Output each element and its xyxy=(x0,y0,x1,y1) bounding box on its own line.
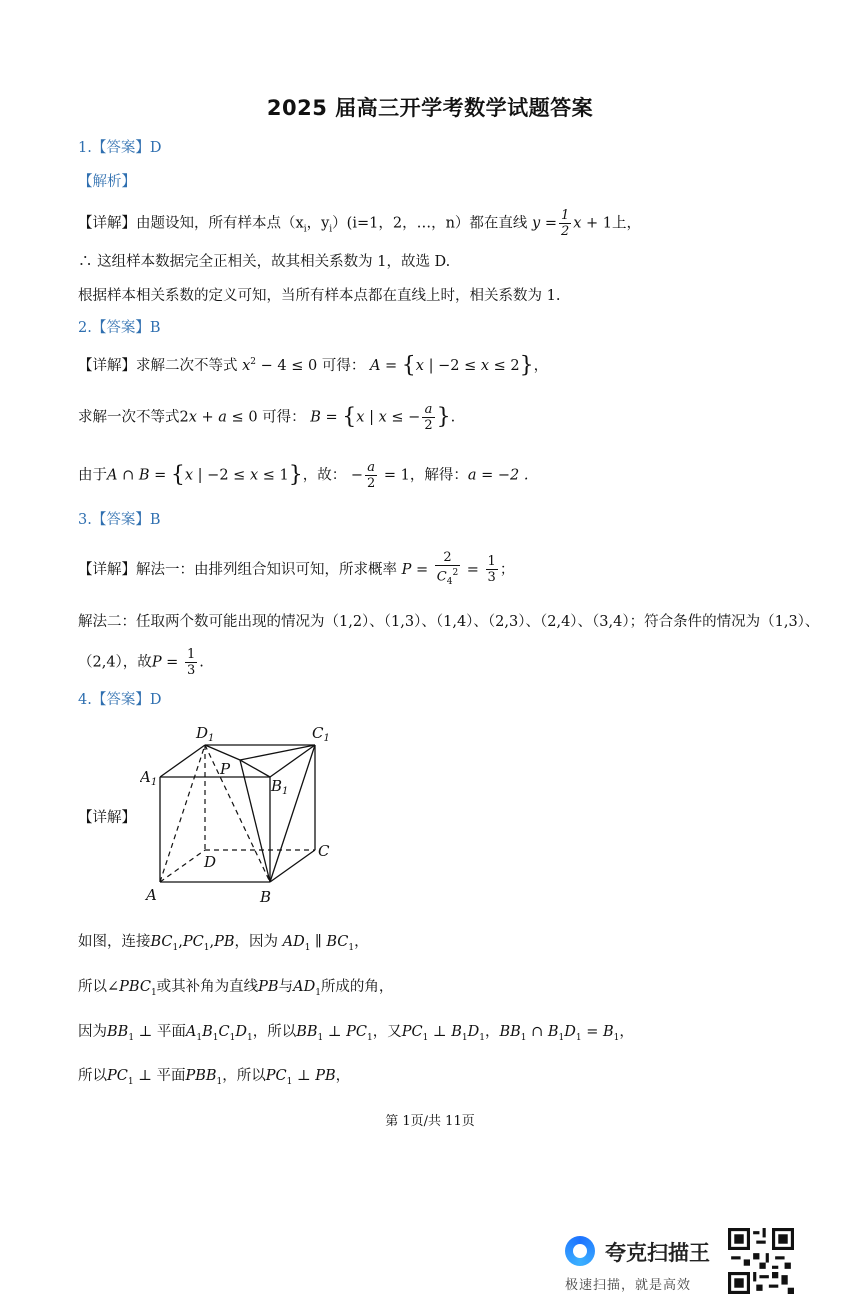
q2-line3: 由于A ∩ B = {x | −2 ≤ x ≤ 1}，故： − $\frac{a}{2}$ = 1，解得：a = −2 . xyxy=(78,460,529,491)
q4-l3b: 平面 xyxy=(156,1024,186,1040)
q2-l3b: ，故： xyxy=(302,467,347,484)
label-A1: $A_1$ xyxy=(140,768,158,788)
q4-l2a: 所以 xyxy=(78,979,107,995)
q4-line2: 所以$\angle PBC_1$或其补角为直线PB与$AD_1$所成的角， xyxy=(78,979,394,998)
q1-line-equation: y = xyxy=(532,215,557,232)
label-B: B xyxy=(260,888,272,906)
q2-l3c: ，解得： xyxy=(409,467,468,484)
q3-line1: 【详解】解法一：由排列组合知识可知，所求概率 P = $\frac{2}{C_4^2}$ = $\frac{1}{3}$ ； xyxy=(78,550,515,587)
q1-answer-label: 1.【答案】D xyxy=(78,140,162,156)
q4-line1: 如图，连接$BC_1,PC_1,PB$，因为 $AD_1$ ∥ $BC_1$， xyxy=(78,934,369,953)
q3-answer: 3.【答案】B xyxy=(78,512,161,528)
q3-l3a: （2,4），故 xyxy=(78,654,152,671)
label-D: D xyxy=(204,853,217,871)
q4-l2b: 或其补角为直线 xyxy=(156,979,259,995)
q4-l3d: ，又 xyxy=(372,1024,402,1040)
q4-l1a: 如图，连接 xyxy=(78,934,151,950)
q4-l4b: 平面 xyxy=(156,1068,186,1084)
q4-l4c: ，所以 xyxy=(222,1068,266,1084)
label-D1: $D_1$ xyxy=(196,724,215,744)
q2-l1b: 可得： xyxy=(321,358,366,374)
page-title: 2025 届高三开学考数学试题答案 xyxy=(266,96,594,120)
q4-line4: 所以$PC_1$ ⊥ 平面$PBB_1$，所以$PC_1$ ⊥ PB， xyxy=(78,1068,351,1087)
q1-text-a: 由题设知，所有样本点（x xyxy=(136,215,304,232)
q1-text-c: ）(i=1，2，…，n）都在直线 xyxy=(332,215,528,232)
q4-l1b: ，因为 xyxy=(234,934,278,950)
q2-l3d: a = −2 . xyxy=(467,467,529,484)
q4-l3a: 因为 xyxy=(78,1024,107,1040)
q1-text-b: ，y xyxy=(306,215,330,232)
brand-name: 夸克扫描王 xyxy=(605,1241,710,1265)
q4-l2c: 与 xyxy=(278,979,294,995)
q4-line3: 因为$BB_1$ ⊥ 平面$A_1B_1C_1D_1$，所以$BB_1$ ⊥ $PC_1$，又$PC_1$ ⊥ $B_1D_1$，$BB_1$ ∩ $B_1D_1 = B_1$， xyxy=(78,1024,634,1043)
q4-answer: 4.【答案】D xyxy=(78,692,162,708)
q3-l1a: 解法一：由排列组合知识可知，所求概率 xyxy=(136,561,397,578)
q4-l3c: ，所以 xyxy=(252,1024,297,1040)
page-number: 第 1页/共 11页 xyxy=(385,1114,475,1129)
q1-answer xyxy=(78,136,161,157)
q2-l1a: 求解二次不等式 xyxy=(136,358,238,374)
q2-detail-tag: 【详解】 xyxy=(78,358,136,374)
q1-line2: ∴ 这组样本数据完全正相关，故其相关系数为 1，故选 D. xyxy=(78,254,451,270)
q3-line3: （2,4），故P = $\frac{1}{3}$ . xyxy=(78,647,204,678)
q4-l2d: 所成的角， xyxy=(320,979,394,995)
label-B1: $B_1$ xyxy=(271,777,289,797)
q4-detail-tag: 【详解】 xyxy=(78,810,136,826)
q2-answer: 2.【答案】B xyxy=(78,320,161,336)
q1-detail-tag: 【详解】 xyxy=(78,215,136,232)
label-P: P xyxy=(220,760,231,778)
q1-analysis-label: 【解析】 xyxy=(78,174,136,190)
q1-text-d: 上， xyxy=(612,215,642,232)
q4-l4a: 所以 xyxy=(78,1068,107,1084)
qr-code-icon xyxy=(728,1228,794,1294)
brand-slogan: 极速扫描，就是高效 xyxy=(565,1278,692,1293)
q3-line2: 解法二：任取两个数可能出现的情况为（1,2）、（1,3）、（1,4）、（2,3）、（2,4）、（3,4）；符合条件的情况为（1,3）、 xyxy=(78,614,820,630)
q3-l3b: . xyxy=(199,654,204,671)
q2-line2: 求解一次不等式2x + a ≤ 0 可得： B = {x | x ≤ − $\frac{a}{2}$ }. xyxy=(78,402,456,433)
q1-detail: 【详解】由题设知，所有样本点（$x_i$，$y_i)(i=1$，2，…，n）都在直线 y = $\frac{1}{2}$ x + 1上， xyxy=(78,208,642,239)
label-C: C xyxy=(318,842,330,860)
q1-line3: 根据样本相关系数的定义可知，当所有样本点都在直线上时，相关系数为 1. xyxy=(78,288,561,304)
quark-logo-icon xyxy=(565,1236,595,1266)
q2-l2b: 可得： xyxy=(262,409,306,426)
q2-l3a: 由于 xyxy=(78,467,107,484)
scanner-brand xyxy=(565,1236,725,1266)
label-C1: $C_1$ xyxy=(312,724,330,744)
q2-l2a: 求解一次不等式 xyxy=(78,409,180,426)
q3-detail-tag: 【详解】 xyxy=(78,561,136,578)
label-A: A xyxy=(146,886,157,904)
q1-fraction: $\frac{1}{2}$ xyxy=(560,208,570,239)
cube-figure xyxy=(140,720,360,910)
q2-line1: 【详解】求解二次不等式 $x^2 - 4 \le 0$ 可得： A = {x | −2 ≤ x ≤ 2}， xyxy=(78,353,549,378)
